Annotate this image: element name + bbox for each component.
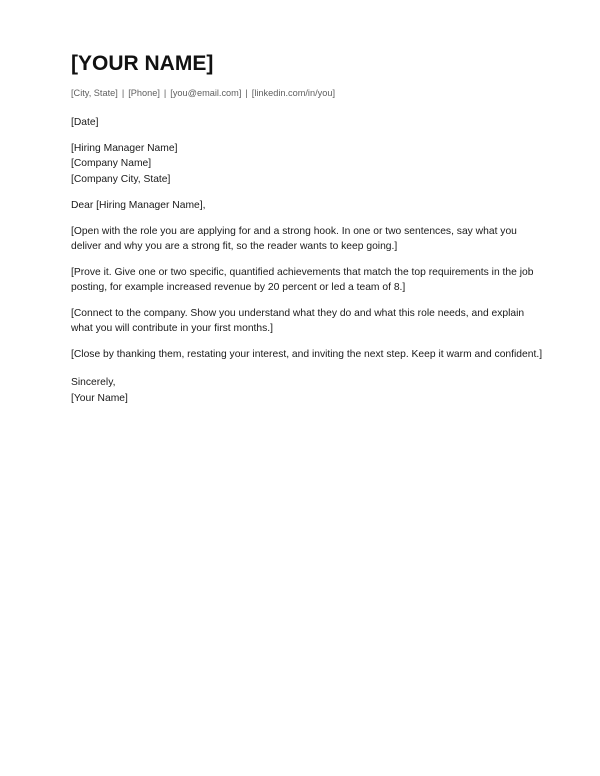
paragraph-proof bbox=[71, 265, 533, 296]
paragraph-line: deliver and why you are a strong fit, so the reader wants to keep going.] bbox=[71, 241, 398, 252]
recipient-block bbox=[71, 141, 533, 188]
cover-letter-page bbox=[71, 50, 543, 406]
closing-signature: [Your Name] bbox=[71, 392, 128, 404]
paragraph-line: posting, for example increased revenue by 20 percent or led a team of 8.] bbox=[71, 282, 406, 293]
contact-separator: | bbox=[163, 88, 167, 98]
contact-phone: [Phone] bbox=[128, 88, 160, 98]
paragraph-opening bbox=[71, 224, 533, 255]
contact-separator: | bbox=[121, 88, 125, 98]
contact-email: [you@email.com] bbox=[170, 88, 242, 98]
paragraph-line: [Open with the role you are applying for and a strong hook. In one or two sentences, say what you bbox=[71, 225, 517, 237]
paragraph-line: what you will contribute in your first months.] bbox=[71, 323, 274, 334]
paragraph-line: [Prove it. Give one or two specific, quantified achievements that match the top requirements in the job bbox=[71, 266, 534, 278]
paragraph-line: [Close by thanking them, restating your interest, and inviting the next step. Keep it warm and confident.] bbox=[71, 348, 543, 360]
contact-line bbox=[71, 87, 533, 100]
applicant-name: [YOUR NAME] bbox=[71, 52, 214, 75]
paragraph-closing bbox=[71, 347, 543, 363]
closing-block bbox=[71, 375, 533, 406]
contact-separator: | bbox=[245, 88, 248, 98]
salutation: Dear [Hiring Manager Name], bbox=[71, 200, 206, 211]
paragraph-company bbox=[71, 306, 533, 337]
letter-date: [Date] bbox=[71, 117, 99, 128]
contact-linkedin: [linkedin.com/in/you] bbox=[251, 88, 336, 98]
paragraph-line: [Connect to the company. Show you understand what they do and what this role needs, and explain bbox=[71, 307, 525, 319]
recipient-city: [Company City, State] bbox=[71, 173, 171, 185]
contact-city: [City, State] bbox=[71, 88, 118, 98]
recipient-company: [Company Name] bbox=[71, 158, 152, 169]
closing-signoff: Sincerely, bbox=[71, 377, 116, 388]
recipient-manager: [Hiring Manager Name] bbox=[71, 142, 178, 154]
